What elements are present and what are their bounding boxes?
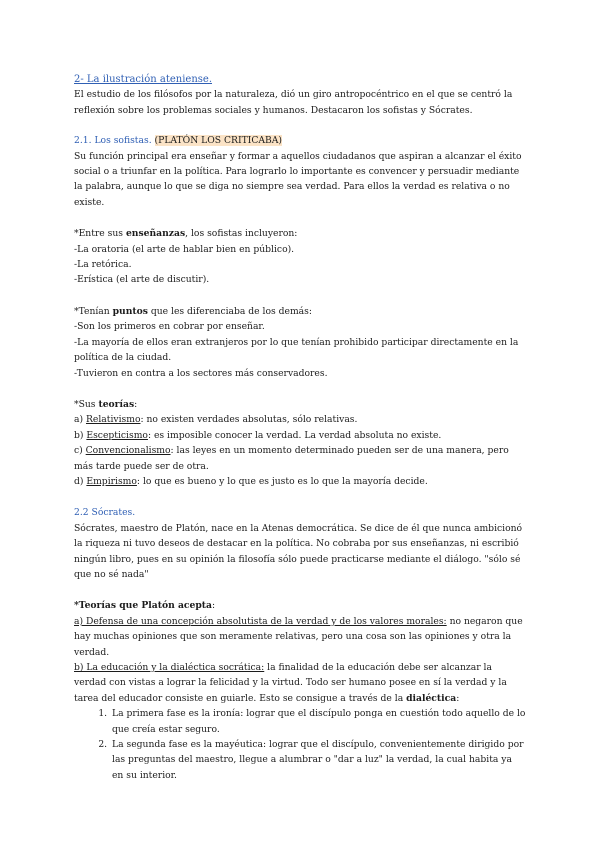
punto-item: -Son los primeros en cobrar por enseñar.	[74, 321, 265, 333]
socrates-heading: 2.2 Sócrates.	[74, 507, 136, 519]
intro-paragraph: El estudio de los filósofos por la naturaleza, dió un giro antropocéntrico en el que se centró la reflexión sobre los problemas sociales y humanos. Destacaron los sofistas y Sócrates.	[74, 89, 513, 116]
document-body	[74, 72, 526, 783]
dialectica-phases-list	[74, 706, 526, 783]
teorias-intro: *Sus teorías:	[74, 398, 138, 410]
platon-teorias-title: *Teorías que Platón acepta:	[74, 600, 216, 612]
ensenanza-item: -La oratoria (el arte de hablar bien en público).	[74, 243, 295, 255]
puntos-intro: *Tenían puntos que les diferenciaba de los demás:	[74, 305, 312, 317]
platon-criticaba-highlight: (PLATÓN LOS CRITICABA)	[154, 135, 282, 147]
teoria-item: b) Escepticismo: es imposible conocer la verdad. La verdad absoluta no existe.	[74, 429, 442, 441]
phase-item: 2. La segunda fase es la mayéutica: lograr que el discípulo, convenientemente dirigido por las preguntas del maestro, llegue a alumbrar o "dar a luz" la verdad, la cual habita ya en su interior.	[110, 737, 526, 783]
sofistas-paragraph: Su función principal era enseñar y formar a aquellos ciudadanos que aspiran a alcanzar el éxito social o a triunfar en la política. Para lograrlo lo importante es convencer y persuadir mediante la palabra, aunque lo que se diga no siempre sea verdad. Para ellos la verdad es relativa o no existe.	[74, 150, 522, 208]
ensenanzas-intro: *Entre sus enseñanzas, los sofistas incluyeron:	[74, 228, 298, 240]
ensenanza-item: -La retórica.	[74, 259, 132, 271]
sofistas-heading-line	[74, 133, 526, 148]
teoria-b: b) La educación y la dialéctica socrática: la finalidad de la educación debe ser alcanzar la verdad con vistas a lograr la felicidad y la virtud. Todo ser humano posee en sí la verdad y la tarea del educador consiste en guiarle. Esto se consigue a través de la dialéctica:	[74, 662, 507, 704]
teoria-item: d) Empirismo: lo que es bueno y lo que es justo es lo que la mayoría decide.	[74, 475, 428, 487]
section-title[interactable]: 2- La ilustración ateniense.	[74, 74, 212, 85]
sofistas-heading: 2.1. Los sofistas.	[74, 135, 152, 147]
phase-item: 1. La primera fase es la ironía: lograr que el discípulo ponga en cuestión todo aquello de lo que creía estar seguro.	[110, 706, 526, 737]
punto-item: -Tuvieron en contra a los sectores más conservadores.	[74, 367, 328, 379]
socrates-paragraph: Sócrates, maestro de Platón, nace en la Atenas democrática. Se dice de él que nunca ambicionó la riqueza ni tuvo deseos de destacar en la política. No cobraba por sus enseñanzas, ni escribió ningún libro, pues en su opinión la filosofía sólo puede practicarse mediante el diálogo. "sólo sé que no sé nada"	[74, 522, 523, 580]
teoria-item: a) Relativismo: no existen verdades absolutas, sólo relativas.	[74, 414, 358, 426]
ensenanza-item: -Erística (el arte de discutir).	[74, 274, 210, 286]
teoria-item: c) Convencionalismo: las leyes en un momento determinado pueden ser de una manera, pero más tarde puede ser de otra.	[74, 445, 509, 472]
punto-item: -La mayoría de ellos eran extranjeros por lo que tenían prohibido participar directamente en la política de la ciudad.	[74, 336, 519, 364]
teoria-a: a) Defensa de una concepción absolutista de la verdad y de los valores morales: no negaron que hay muchas opiniones que son meramente relativas, pero una cosa son las opiniones y otra la verdad.	[74, 615, 523, 658]
